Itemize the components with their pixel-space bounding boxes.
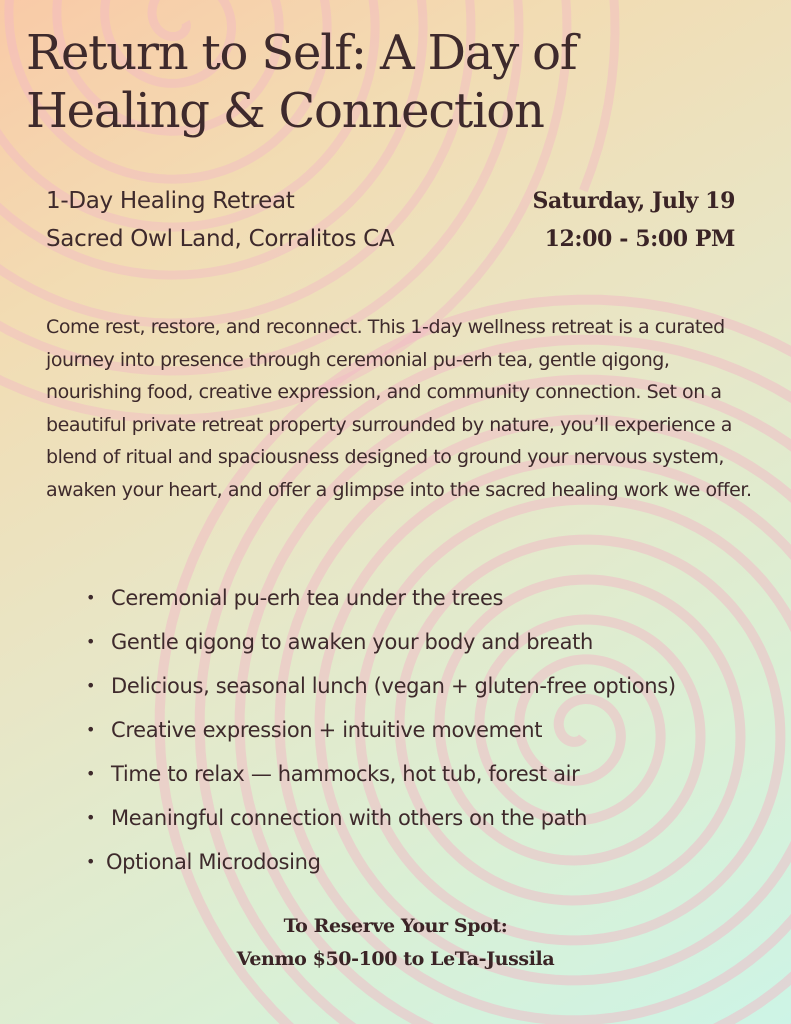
event-description: Come rest, restore, and reconnect. This 1-day wellness retreat is a curated journey into presence through ceremonial pu-erh tea, gentle qigong, nourishing food, creative expression, and community connection. Set on a beautiful private retreat property surrounded by nature, you’ll experience a blend of ritual and spaciousness designed to ground your nervous system, awaken your heart, and offer a glimpse into the sacred healing work we offer. <box>46 316 752 501</box>
feature-list-item <box>86 752 676 796</box>
reservation-info <box>0 910 791 976</box>
event-type: 1-Day Healing Retreat <box>46 188 295 214</box>
bullet-icon: • <box>86 632 96 651</box>
feature-text: Time to relax — hammocks, hot tub, forest air <box>111 762 580 786</box>
feature-text: Optional Microdosing <box>106 850 321 874</box>
feature-list-item <box>86 664 676 708</box>
event-location: Sacred Owl Land, Corralitos CA <box>46 226 395 252</box>
feature-list <box>86 576 676 884</box>
reserve-details: Venmo $50-100 to LeTa-Jussila <box>236 948 555 970</box>
feature-list-item <box>86 840 676 884</box>
bullet-icon: • <box>86 676 96 695</box>
feature-text: Gentle qigong to awaken your body and breath <box>111 630 593 654</box>
reserve-heading: To Reserve Your Spot: <box>283 915 508 937</box>
event-info-left <box>46 182 394 258</box>
feature-text: Delicious, seasonal lunch (vegan + gluten-free options) <box>111 674 676 698</box>
feature-list-item <box>86 576 676 620</box>
bullet-icon: • <box>86 720 96 739</box>
feature-list-item <box>86 620 676 664</box>
title-line-2: Healing & Connection <box>26 83 544 139</box>
feature-text: Meaningful connection with others on the path <box>111 806 588 830</box>
event-time: 12:00 - 5:00 PM <box>544 226 735 252</box>
feature-list-item <box>86 796 676 840</box>
event-date: Saturday, July 19 <box>532 188 735 214</box>
bullet-icon: • <box>86 588 96 607</box>
feature-list-item <box>86 708 676 752</box>
event-info-right <box>532 182 735 258</box>
bullet-icon: • <box>86 764 96 783</box>
page-title <box>26 24 726 140</box>
feature-text: Creative expression + intuitive movement <box>111 718 543 742</box>
bullet-icon: • <box>86 808 96 827</box>
feature-text: Ceremonial pu-erh tea under the trees <box>111 586 504 610</box>
title-line-1: Return to Self: A Day of <box>26 25 577 81</box>
bullet-icon: • <box>86 852 96 871</box>
